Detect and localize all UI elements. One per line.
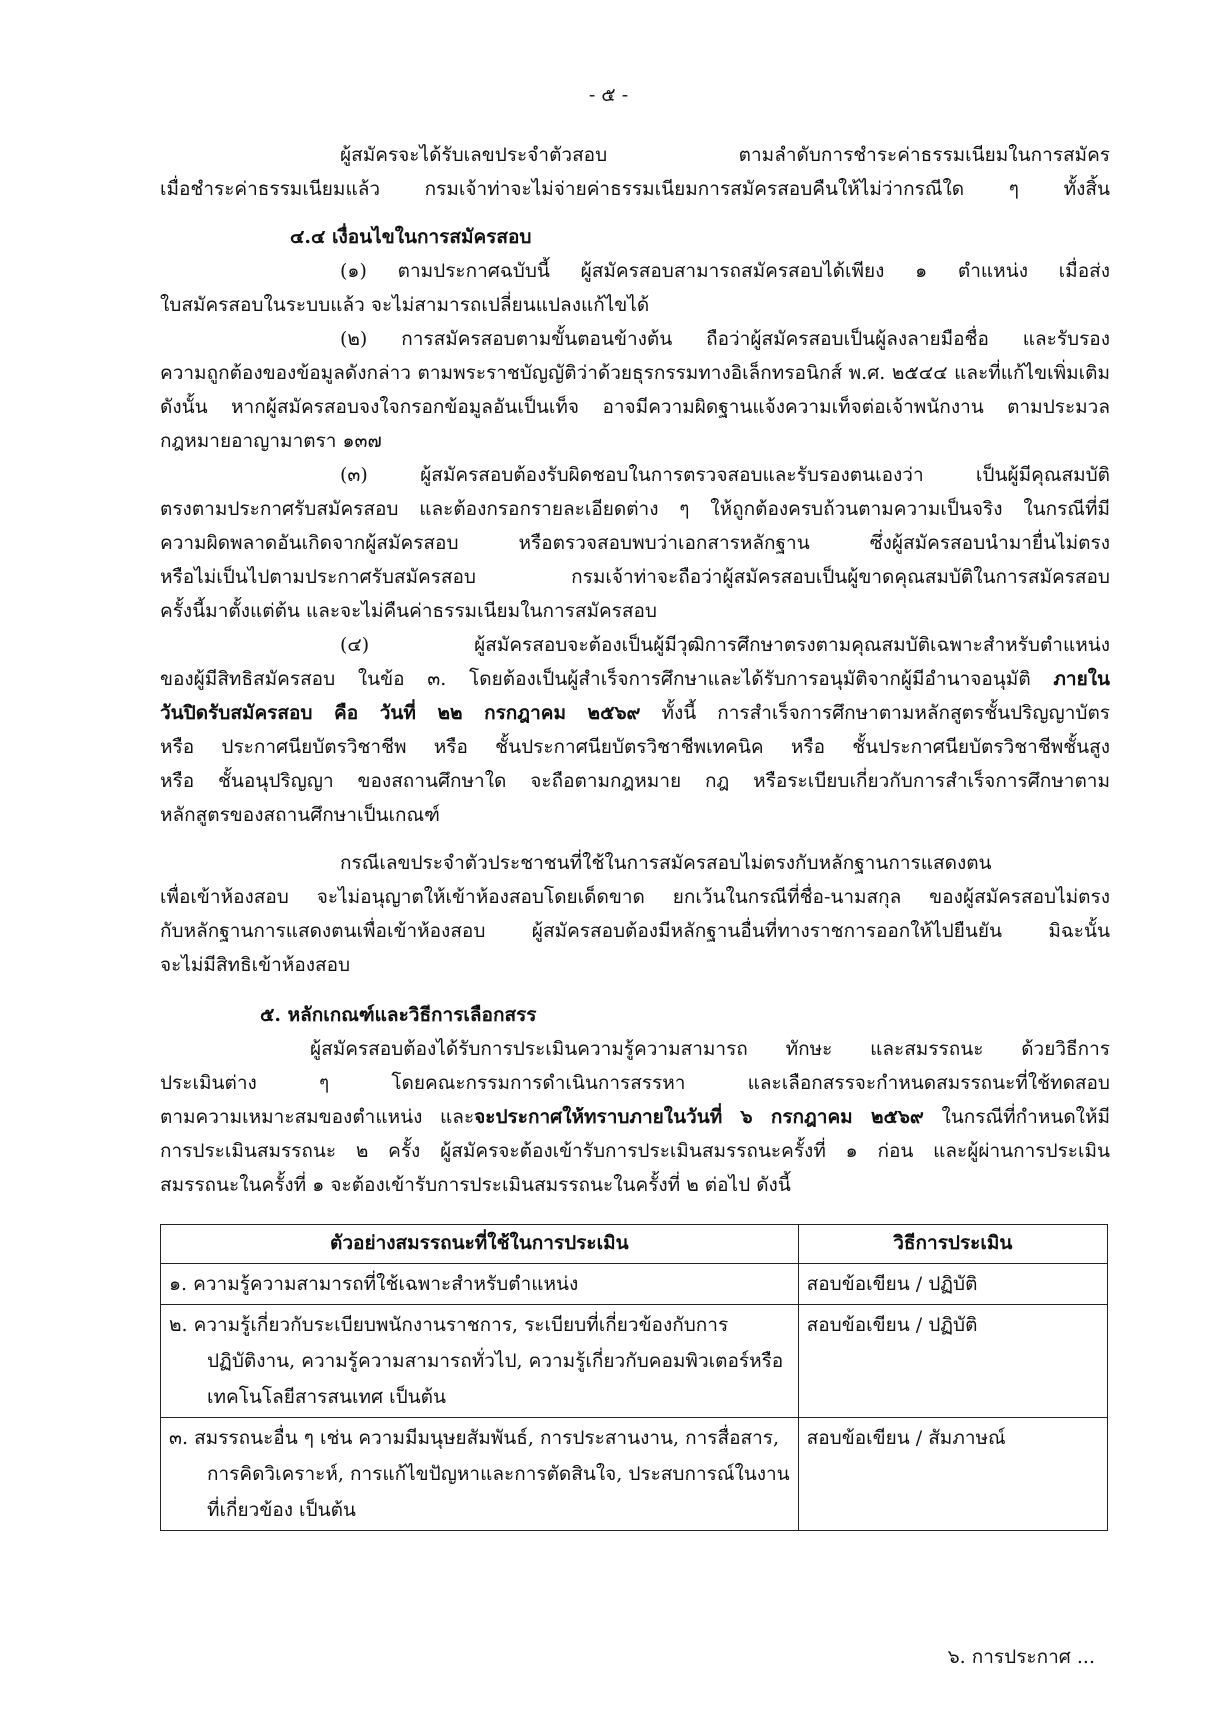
intro-line-1: ผู้สมัครจะได้รับเลขประจำตัวสอบ ตามลำดับการชำระค่าธรรมเนียมในการสมัคร <box>340 144 1110 166</box>
cond-3-line-1: (๓) ผู้สมัครสอบต้องรับผิดชอบในการตรวจสอบและรับรองตนเองว่า เป็นผู้มีคุณสมบัติ <box>340 464 1110 486</box>
section-5-line-4: การประเมินสมรรถนะ ๒ ครั้ง ผู้สมัครจะต้องเข้ารับการประเมินสมรรถนะครั้งที่ ๑ ก่อน และผู้ผ่านการประเมิน <box>160 1140 1110 1162</box>
cond-4-line-2-text: ของผู้มีสิทธิสมัครสอบ ในข้อ ๓. โดยต้องเป็นผู้สำเร็จการศึกษาและได้รับการอนุมัติจากผู้มีอำนาจอนุมัติ <box>160 668 1054 690</box>
cond-4-line-5: หรือ ชั้นอนุปริญญา ของสถานศึกษาใด จะถือตามกฎหมาย กฎ หรือระเบียบเกี่ยวกับการสำเร็จการศึกษาตาม <box>160 770 1110 792</box>
section-5-line-1: ผู้สมัครสอบต้องได้รับการประเมินความรู้ความสามารถ ทักษะ และสมรรถนะ ด้วยวิธีการ <box>310 1038 1110 1060</box>
announce-date-bold: จะประกาศให้ทราบภายในวันที่ ๖ กรกฎาคม ๒๕๖๙ <box>474 1106 924 1128</box>
competency-line: ๒. ความรู้เกี่ยวกับระเบียบพนักงานราชการ, ระเบียบที่เกี่ยวข้องกับการ <box>169 1314 729 1336</box>
section-5-line-5: สมรรถนะในครั้งที่ ๑ จะต้องเข้ารับการประเมินสมรรถนะในครั้งที่ ๒ ต่อไป ดังนี้ <box>160 1174 791 1196</box>
intro-line-2: เมื่อชำระค่าธรรมเนียมแล้ว กรมเจ้าท่าจะไม่จ่ายค่าธรรมเนียมการสมัครสอบคืนให้ไม่ว่ากรณีใด ๆ ทั้งสิ้น <box>160 178 1110 200</box>
cond-4-line-2 <box>160 664 1110 694</box>
competency-table <box>160 1224 1108 1531</box>
cond-1-line-1: (๑) ตามประกาศฉบับนี้ ผู้สมัครสอบสามารถสมัครสอบได้เพียง ๑ ตำแหน่ง เมื่อส่ง <box>340 260 1110 282</box>
competency-line: ที่เกี่ยวข้อง เป็นต้น <box>207 1499 356 1521</box>
cond-3-line-4: หรือไม่เป็นไปตามประกาศรับสมัครสอบ กรมเจ้าท่าจะถือว่าผู้สมัครสอบเป็นผู้ขาดคุณสมบัติในการสมัครสอบ <box>160 566 1110 588</box>
competency-cell <box>161 1418 799 1531</box>
id-para-line-4: จะไม่มีสิทธิเข้าห้องสอบ <box>160 954 351 976</box>
section-5-line-3-a: ตามความเหมาะสมของตำแหน่ง และ <box>160 1106 475 1128</box>
competency-cell <box>161 1305 799 1418</box>
page-number: - ๕ - <box>588 84 629 106</box>
cond-4-line-3 <box>160 698 1110 728</box>
id-para-line-1: กรณีเลขประจำตัวประชาชนที่ใช้ในการสมัครสอบไม่ตรงกับหลักฐานการแสดงตน <box>340 852 992 874</box>
id-para-line-2: เพื่อเข้าห้องสอบ จะไม่อนุญาตให้เข้าห้องสอบโดยเด็ดขาด ยกเว้นในกรณีที่ชื่อ-นามสกุล ของผู้สมัครสอบไม่ตรง <box>160 886 1110 908</box>
competency-line: เทคโนโลยีสารสนเทศ เป็นต้น <box>207 1386 446 1408</box>
competency-line: ๓. สมรรถนะอื่น ๆ เช่น ความมีมนุษยสัมพันธ์, การประสานงาน, การสื่อสาร, <box>169 1427 779 1449</box>
cond-4-line-1: (๔) ผู้สมัครสอบจะต้องเป็นผู้มีวุฒิการศึกษาตรงตามคุณสมบัติเฉพาะสำหรับตำแหน่ง <box>340 634 1110 656</box>
table-row <box>161 1418 1108 1531</box>
competency-line: ๑. ความรู้ความสามารถที่ใช้เฉพาะสำหรับตำแหน่ง <box>169 1273 579 1295</box>
competency-line: การคิดวิเคราะห์, การแก้ไขปัญหาและการตัดสินใจ, ประสบการณ์ในงาน <box>207 1463 790 1485</box>
closing-date-bold: วันปิดรับสมัครสอบ คือ วันที่ ๒๒ กรกฎาคม ๒๕๖๙ <box>160 702 641 724</box>
cond-4-line-3-text: ทั้งนี้ การสำเร็จการศึกษาตามหลักสูตรชั้นปริญญาบัตร <box>640 702 1110 724</box>
method-cell: สอบข้อเขียน / ปฏิบัติ <box>798 1305 1107 1418</box>
competency-line: ปฏิบัติงาน, ความรู้ความสามารถทั่วไป, ความรู้เกี่ยวกับคอมพิวเตอร์หรือ <box>207 1350 784 1372</box>
cond-4-line-2-bold: ภายใน <box>1053 668 1110 690</box>
section-5-line-3-c: ในกรณีที่กำหนดให้มี <box>923 1106 1111 1128</box>
cond-2-line-4: กฎหมายอาญามาตรา ๑๓๗ <box>160 430 382 452</box>
header-method: วิธีการประเมิน <box>798 1225 1107 1264</box>
method-cell: สอบข้อเขียน / สัมภาษณ์ <box>798 1418 1107 1531</box>
id-para-line-3: กับหลักฐานการแสดงตนเพื่อเข้าห้องสอบ ผู้สมัครสอบต้องมีหลักฐานอื่นที่ทางราชการออกให้ไปยืนยัน มิฉะนั้น <box>160 920 1110 942</box>
cond-3-line-5: ครั้งนี้มาตั้งแต่ต้น และจะไม่คืนค่าธรรมเนียมในการสมัครสอบ <box>160 600 657 622</box>
cond-4-line-6: หลักสูตรของสถานศึกษาเป็นเกณฑ์ <box>160 804 440 826</box>
section-44-heading: ๔.๔ เงื่อนไขในการสมัครสอบ <box>290 226 532 248</box>
table-row <box>161 1305 1108 1418</box>
cond-2-line-3: ดังนั้น หากผู้สมัครสอบจงใจกรอกข้อมูลอันเป็นเท็จ อาจมีความผิดฐานแจ้งความเท็จต่อเจ้าพนักงาน ตามประมวล <box>160 396 1110 418</box>
section-5-line-3 <box>160 1102 1110 1132</box>
next-section-reference: ๖. การประกาศ ... <box>947 1646 1095 1668</box>
cond-3-line-2: ตรงตามประกาศรับสมัครสอบ และต้องกรอกรายละเอียดต่าง ๆ ให้ถูกต้องครบถ้วนตามความเป็นจริง ในกรณีที่มี <box>160 498 1110 520</box>
cond-3-line-3: ความผิดพลาดอันเกิดจากผู้สมัครสอบ หรือตรวจสอบพบว่าเอกสารหลักฐาน ซึ่งผู้สมัครสอบนำมายื่นไม่ตรง <box>160 532 1110 554</box>
header-competency: ตัวอย่างสมรรถนะที่ใช้ในการประเมิน <box>161 1225 799 1264</box>
competency-cell <box>161 1264 799 1305</box>
cond-2-line-2: ความถูกต้องของข้อมูลดังกล่าว ตามพระราชบัญญัติว่าด้วยธุรกรรมทางอิเล็กทรอนิกส์ พ.ศ. ๒๕๔๔ และที่แก้ไขเพิ่มเติม <box>160 362 1110 384</box>
cond-2-line-1: (๒) การสมัครสอบตามขั้นตอนข้างต้น ถือว่าผู้สมัครสอบเป็นผู้ลงลายมือชื่อ และรับรอง <box>340 328 1110 350</box>
table-row <box>161 1264 1108 1305</box>
section-5-heading: ๕. หลักเกณฑ์และวิธีการเลือกสรร <box>260 1004 537 1026</box>
cond-1-line-2: ใบสมัครสอบในระบบแล้ว จะไม่สามารถเปลี่ยนแปลงแก้ไขได้ <box>160 294 650 316</box>
table-header-row <box>161 1225 1108 1264</box>
method-cell: สอบข้อเขียน / ปฏิบัติ <box>798 1264 1107 1305</box>
cond-4-line-4: หรือ ประกาศนียบัตรวิชาชีพ หรือ ชั้นประกาศนียบัตรวิชาชีพเทคนิค หรือ ชั้นประกาศนียบัตรวิชาชีพชั้นสูง <box>160 736 1110 758</box>
section-5-line-2: ประเมินต่าง ๆ โดยคณะกรรมการดำเนินการสรรหา และเลือกสรรจะกำหนดสมรรถนะที่ใช้ทดสอบ <box>160 1072 1110 1094</box>
